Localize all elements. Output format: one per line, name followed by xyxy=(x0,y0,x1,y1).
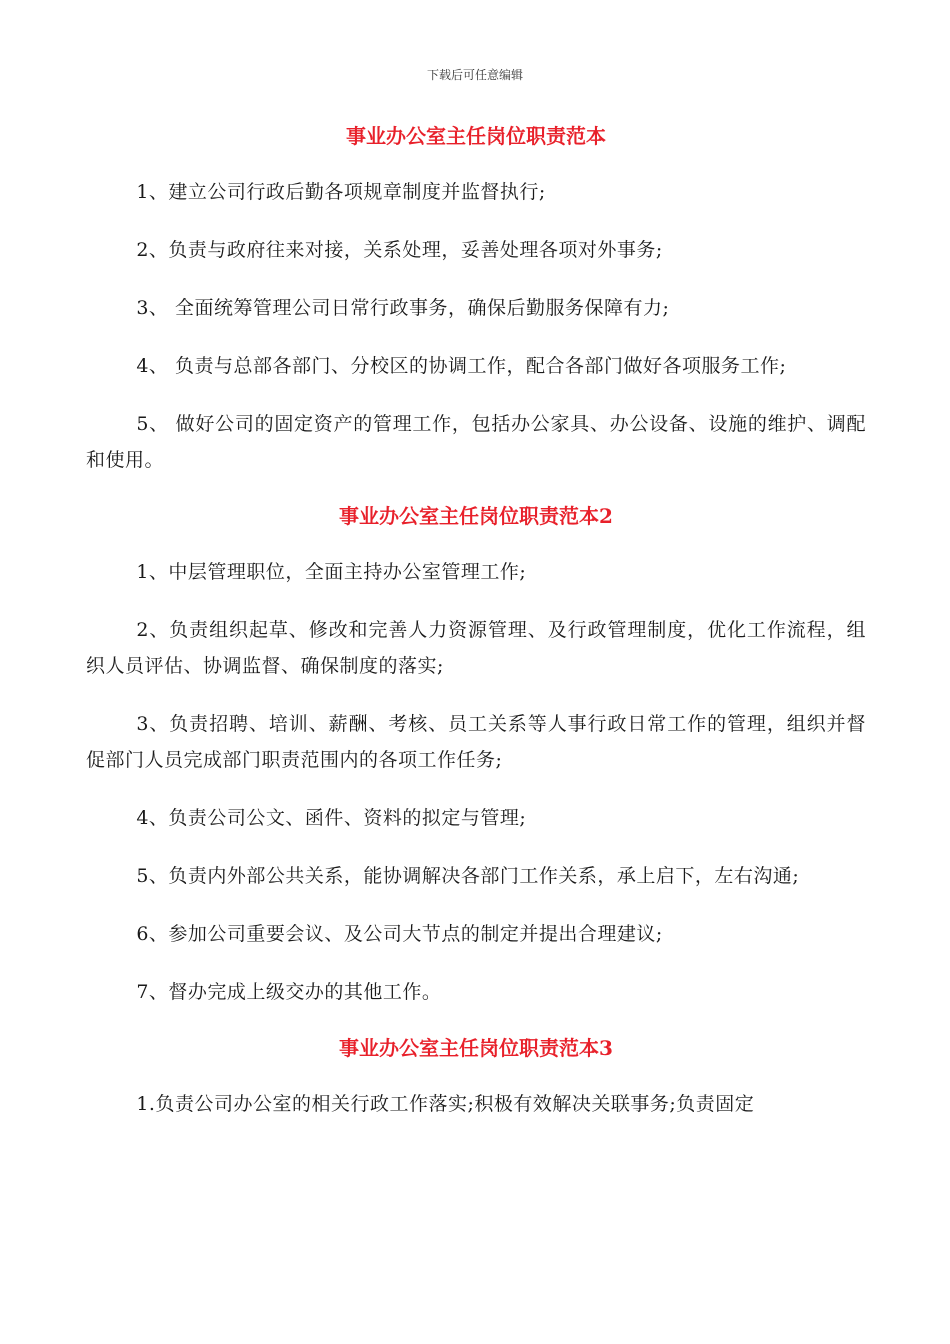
paragraph: 2、负责与政府往来对接，关系处理，妥善处理各项对外事务; xyxy=(136,239,663,261)
paragraph: 5、负责内外部公共关系，能协调解决各部门工作关系，承上启下，左右沟通; xyxy=(136,865,800,887)
paragraph: 4、 负责与总部各部门、分校区的协调工作，配合各部门做好各项服务工作; xyxy=(136,355,787,377)
paragraph: 5、 做好公司的固定资产的管理工作，包括办公家具、办公设备、设施的维护、调配和使用。 xyxy=(86,413,866,471)
paragraph: 3、负责招聘、培训、薪酬、考核、员工关系等人事行政日常工作的管理，组织并督促部门人员完成部门职责范围内的各项工作任务; xyxy=(86,713,866,771)
section-title: 事业办公室主任岗位职责范本 xyxy=(346,124,606,148)
paragraph: 6、参加公司重要会议、及公司大节点的制定并提出合理建议; xyxy=(136,923,663,945)
paragraph: 4、负责公司公文、函件、资料的拟定与管理; xyxy=(136,807,527,829)
page-header-note: 下载后可任意编辑 xyxy=(426,68,523,82)
section-2 xyxy=(86,500,866,1010)
section-1 xyxy=(86,120,866,478)
section-3 xyxy=(86,1032,866,1122)
paragraph: 3、 全面统筹管理公司日常行政事务，确保后勤服务保障有力; xyxy=(136,297,670,319)
document-body xyxy=(86,120,866,1144)
paragraph: 1.负责公司办公室的相关行政工作落实;积极有效解决关联事务;负责固定 xyxy=(136,1093,755,1115)
paragraph: 7、督办完成上级交办的其他工作。 xyxy=(136,981,442,1003)
section-title: 事业办公室主任岗位职责范本3 xyxy=(339,1036,613,1060)
paragraph: 1、建立公司行政后勤各项规章制度并监督执行; xyxy=(136,181,546,203)
paragraph: 1、中层管理职位，全面主持办公室管理工作; xyxy=(136,561,527,583)
section-title: 事业办公室主任岗位职责范本2 xyxy=(339,504,613,528)
paragraph: 2、负责组织起草、修改和完善人力资源管理、及行政管理制度，优化工作流程，组织人员评估、协调监督、确保制度的落实; xyxy=(86,619,866,677)
